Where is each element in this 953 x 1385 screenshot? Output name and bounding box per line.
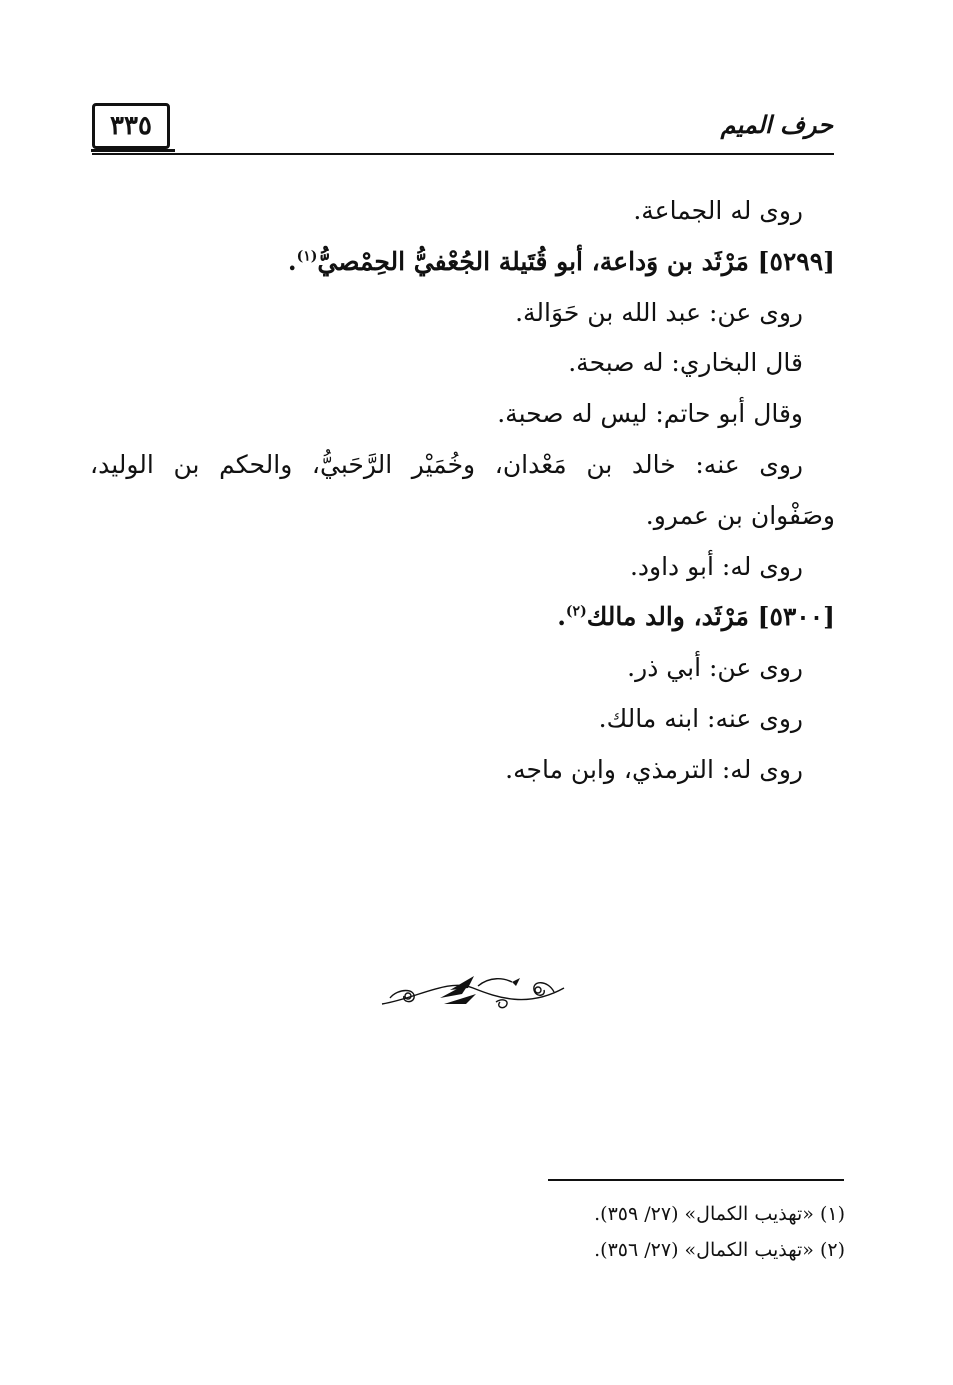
footnote-ref: (١) [296,248,318,265]
text-line: روى عن: عبد الله بن حَوَالة. [515,297,803,327]
text-line: روى له: الترمذي، وابن ماجه. [505,754,803,784]
entry-heading [90,237,835,288]
entry-heading-end: . [557,602,566,632]
text-line: روى عنه: خالد بن مَعْدان، وخُمَيْر الرَّحَبيُّ، والحكم بن الوليد، [90,449,803,479]
footnote-ref: (٢) [565,604,587,621]
footnotes [594,1196,845,1268]
text-line: روى عنه: ابنه مالك. [598,703,803,733]
entry-heading [90,592,835,643]
text-line: روى له: أبو داود. [629,551,803,581]
running-title: حرف الميم [720,110,833,139]
page-number-text: ٣٣٥ [110,111,152,141]
main-text [90,186,835,796]
entry-heading-end: . [287,246,297,276]
ornament-divider-icon [378,968,568,1014]
text-line: روى عن: أبي ذر. [627,653,803,683]
footnote-rule [548,1179,844,1181]
entry-heading-text: [٥٢٩٩] مَرْثَد بن وَداعة، أبو قُتَيلة الجُعْفيُّ الحِمْصيُّ [317,246,835,276]
text-line: وقال أبو حاتم: ليس له صحبة. [497,399,803,429]
text-line: قال البخاري: له صبحة. [568,348,803,378]
header-rule [92,153,834,155]
footnote: (١) «تهذيب الكمال» (٢٧/ ٣٥٩). [594,1203,845,1225]
text-line: روى له الجماعة. [633,196,803,225]
entry-heading-text: [٥٣٠٠] مَرْثَد، والد مالك [586,602,835,632]
footnote: (٢) «تهذيب الكمال» (٢٧/ ٣٥٦). [594,1239,845,1261]
text-line: وصَفْوان بن عمرو. [645,500,835,530]
page-number [92,103,170,149]
